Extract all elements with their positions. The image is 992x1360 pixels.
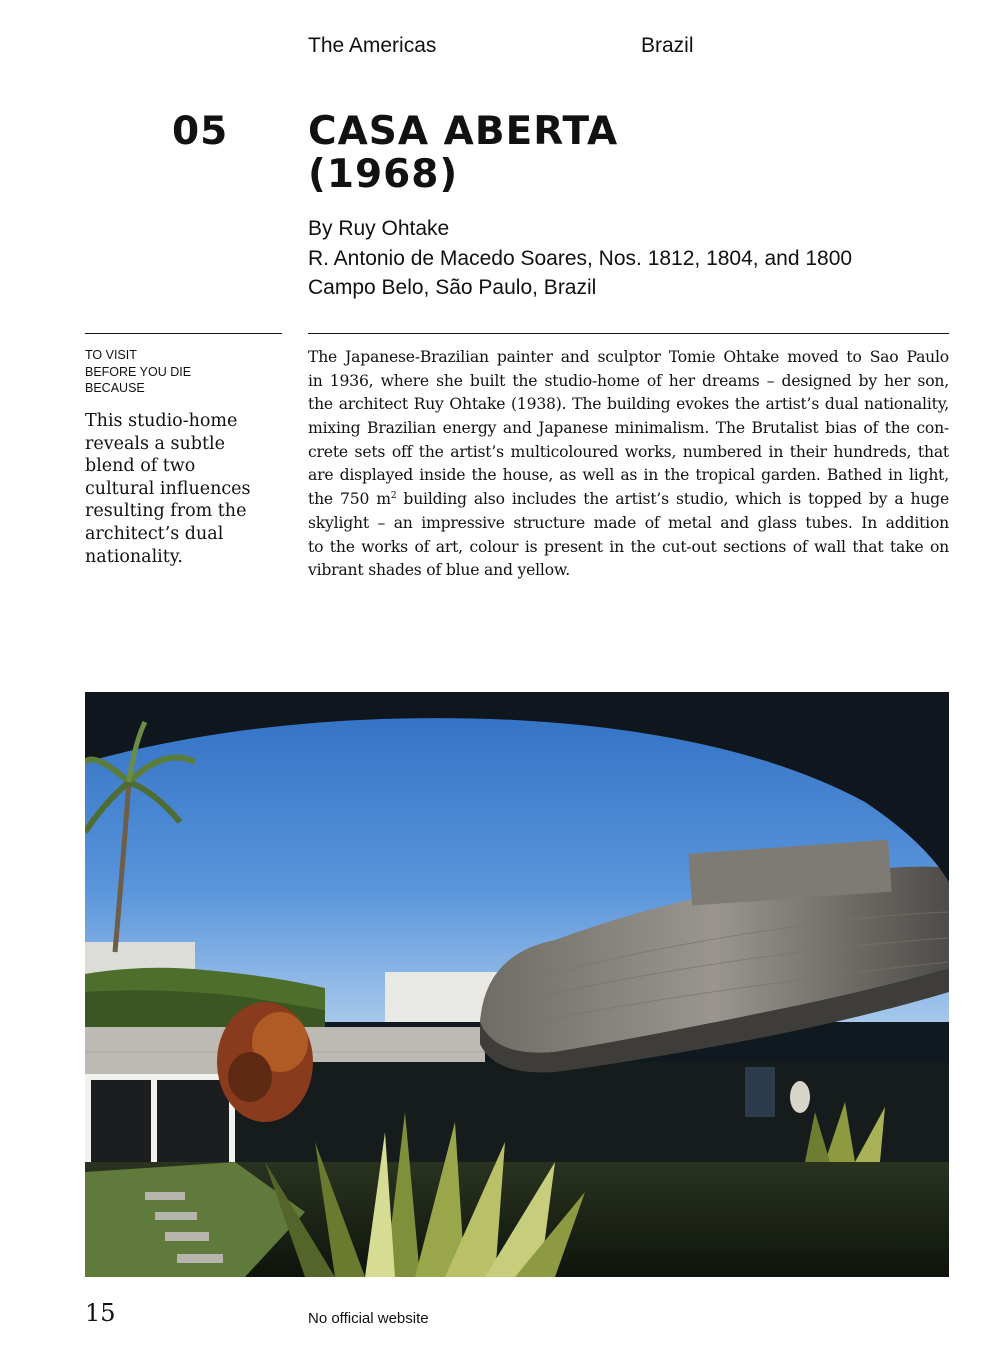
entry-info (308, 214, 852, 303)
visit-label (85, 347, 191, 397)
body-line: mixing Brazilian energy and Japanese minimalism. The Brutalist bias of the con- (308, 419, 949, 438)
address-line: R. Antonio de Macedo Soares, Nos. 1812, 1804, and 1800 (308, 246, 853, 270)
visit-label-line: TO VISIT (85, 348, 137, 362)
body-line: to the works of art, colour is present in the cut-out sections of wall that take on (308, 537, 949, 556)
visit-reason-line: resulting from the (85, 501, 247, 522)
body-line: the architect Ruy Ohtake (1938). The building evokes the artist’s dual nationality, (308, 395, 949, 414)
visit-reason-line: cultural influences (85, 478, 251, 499)
visit-reason-line: architect’s dual (85, 523, 224, 544)
house-photo (85, 692, 949, 1277)
gate-panel (91, 1080, 151, 1164)
address-line: Campo Belo, São Paulo, Brazil (308, 276, 597, 299)
body-line: vibrant shades of blue and yellow. (308, 561, 570, 580)
header-country: Brazil (641, 34, 694, 57)
entry-title-line: (1968) (308, 152, 459, 197)
red-shrub (217, 1002, 313, 1122)
visit-reason-line: blend of two (85, 456, 196, 477)
visit-reason (85, 410, 285, 568)
visit-reason-line: This studio-home (85, 411, 238, 431)
body-line: in 1936, where she built the studio-home of her dreams – designed by her son, (308, 371, 949, 390)
interior-artwork (745, 1067, 775, 1117)
body-line: skylight – an impressive structure made of metal and glass tubes. In addition (308, 513, 949, 532)
body-divider (308, 333, 949, 334)
visit-reason-line: nationality. (85, 546, 183, 567)
house-photo-illustration (85, 692, 949, 1277)
body-line: crete sets off the artist’s multicoloured works, numbered in their hundreds, that (308, 442, 949, 461)
interior-sculpture (790, 1081, 810, 1113)
website-note: No official website (308, 1310, 429, 1327)
architect-credit: By Ruy Ohtake (308, 217, 450, 240)
body-line (308, 488, 949, 512)
visit-label-line: BECAUSE (85, 381, 145, 395)
visit-reason-line: reveals a subtle (85, 433, 225, 454)
body-text (308, 346, 949, 583)
gate-panel (157, 1080, 229, 1164)
body-line: The Japanese-Brazilian painter and sculptor Tomie Ohtake moved to Sao Paulo (308, 348, 949, 366)
body-line: are displayed inside the house, as well as in the tropical garden. Bathed in light, (308, 466, 949, 485)
body-line-part: building also includes the artist’s studio, which is topped by a huge (396, 490, 949, 509)
header-region: The Americas (308, 34, 437, 57)
superscript: 2 (390, 490, 397, 501)
entry-title-line: CASA ABERTA (308, 109, 619, 154)
body-line-part: the 750 m (308, 490, 391, 509)
sidebar-divider (85, 333, 282, 334)
page-number: 15 (85, 1299, 116, 1327)
entry-number: 05 (172, 109, 229, 154)
visit-label-line: BEFORE YOU DIE (85, 364, 192, 379)
entry-title (308, 110, 948, 196)
